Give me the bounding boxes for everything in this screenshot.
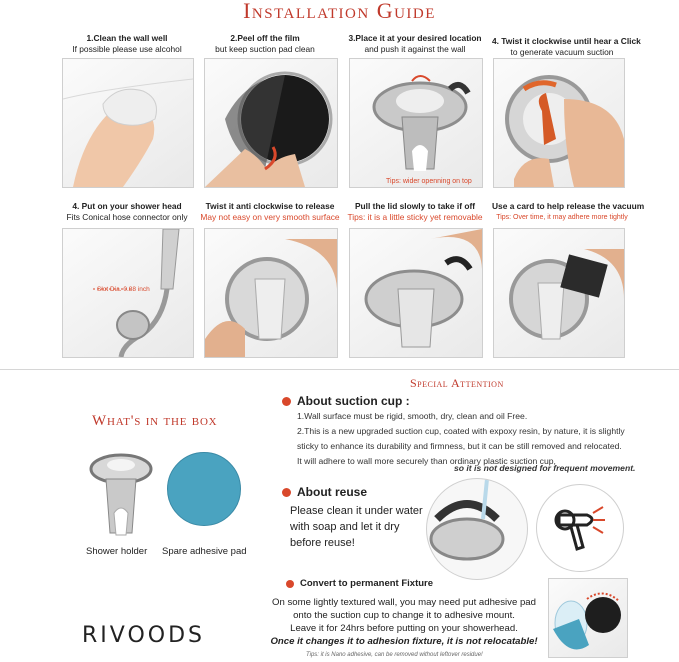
about-reuse-heading	[282, 485, 367, 499]
step-sub: to generate vacuum suction	[510, 47, 614, 57]
step-4-photo	[493, 58, 625, 188]
convert-line: Leave it for 24hrs before putting on your showerhead.	[290, 623, 518, 634]
about-reuse-heading-text: About reuse	[297, 485, 368, 499]
step-heading: 4. Twist it clockwise until hear a Click	[492, 36, 641, 46]
special-attention-title: Special Attention	[410, 376, 504, 390]
step-5-caption	[62, 201, 192, 223]
hair-dryer-icon	[537, 485, 623, 571]
step-6-caption	[200, 201, 340, 223]
step-7-photo	[349, 228, 483, 358]
step-sub: and push it against the wall	[364, 44, 466, 54]
bullet-dot-icon	[282, 488, 291, 497]
about-suction-line: 1.Wall surface must be rigid, smooth, dry, clean and oil Free.	[297, 411, 528, 421]
about-suction-line: It will adhere to wall more securely than ordinary plastic suction cup,	[297, 456, 556, 466]
adhesive-pad-image	[167, 452, 241, 526]
step-sub: Fits Conical hose connector only	[66, 212, 188, 222]
suction-cup-film-icon	[205, 59, 337, 187]
step-heading: 2.Peel off the film	[230, 33, 300, 43]
washing-suction-icon	[427, 479, 527, 579]
bullet-dot-icon	[282, 397, 291, 406]
pull-lid-icon	[350, 229, 482, 357]
hand-cloth-icon	[63, 59, 193, 187]
step-sub: but keep suction pad clean	[215, 44, 315, 54]
about-suction-line: sticky to enhance its durability and firmness, but it can be still removed and relocated.	[297, 441, 622, 451]
convert-line: On some lightly textured wall, you may need put adhesive pad	[272, 597, 536, 608]
about-suction-emphasis: so it is not designed for frequent movement.	[454, 463, 636, 473]
step-1-photo	[62, 58, 194, 188]
brand-logo: RIVOODS	[82, 623, 205, 648]
step-heading: 3.Place it at your desired location	[348, 33, 482, 43]
about-suction-heading	[282, 394, 410, 408]
step-sub: Tips: Over time, it may adhere more tightly	[496, 214, 628, 221]
box-item-shower-holder: Shower holder	[86, 546, 148, 557]
about-suction-text	[297, 409, 625, 469]
convert-emphasis: Once it changes it to adhesion fixture, it is not relocatable!	[270, 636, 538, 647]
about-reuse-line: Please clean it under water	[290, 505, 423, 517]
card-release-icon	[494, 229, 624, 357]
bullet-dot-icon	[286, 580, 294, 588]
step-3-tip: Tips: wider openning on top	[386, 178, 472, 185]
slot-dia-label: Slot Dia. 0.88 inch	[97, 286, 150, 293]
step-2-caption	[200, 33, 330, 55]
step-1-caption	[62, 33, 192, 55]
box-item-adhesive-pad: Spare adhesive pad	[162, 546, 247, 557]
shower-holder-icon	[86, 447, 156, 539]
about-reuse-line: with soap and let it dry	[290, 521, 400, 533]
adhesive-mount-image	[548, 578, 628, 658]
step-heading: 1.Clean the wall well	[86, 33, 168, 43]
about-reuse-line: before reuse!	[290, 537, 355, 549]
twist-clockwise-icon	[494, 59, 624, 187]
step-8-photo	[493, 228, 625, 358]
step-3-caption	[345, 33, 485, 55]
step-3-photo	[349, 58, 483, 188]
step-heading: 4. Put on your shower head	[72, 201, 182, 211]
step-8-caption	[492, 201, 645, 223]
whats-in-box-title: What's in the box	[92, 413, 218, 429]
step-5-photo	[62, 228, 194, 358]
dryer-circle-image	[536, 484, 624, 572]
about-reuse-text	[290, 503, 423, 551]
section-divider	[0, 369, 679, 370]
adhesive-mount-icon	[549, 579, 627, 657]
step-sub: May not easy on very smooth surface	[200, 212, 340, 222]
convert-tip: Tips: it is Nano adhesive, can be removed without leftover residue!	[306, 652, 483, 658]
twist-anticlockwise-icon	[205, 229, 337, 357]
about-suction-heading-text: About suction cup :	[297, 394, 410, 408]
convert-heading-text: Convert to permanent Fixture	[300, 578, 434, 589]
step-sub: If possible please use alcohol	[72, 44, 182, 54]
step-heading: Pull the lid slowly to take if off	[354, 201, 476, 211]
step-sub: Tips: it is a little sticky yet removable	[347, 212, 483, 222]
shower-holder-image	[86, 447, 156, 539]
step-7-caption	[345, 201, 485, 223]
washing-circle-image	[426, 478, 528, 580]
step-2-photo	[204, 58, 338, 188]
about-suction-line: 2.This is a new upgraded suction cup, coated with expoxy resin, by nature, it is slightly	[297, 426, 625, 436]
convert-heading	[286, 578, 433, 589]
convert-text	[266, 596, 542, 648]
convert-line: onto the suction cup to change it to adhesive mount.	[293, 610, 515, 621]
page-title: Installation Guide	[243, 0, 436, 23]
step-4-caption	[492, 36, 641, 58]
step-6-photo	[204, 228, 338, 358]
holder-on-wall-icon	[350, 59, 482, 187]
shower-head-icon	[63, 229, 193, 357]
step-heading: Twist it anti clockwise to release	[205, 201, 335, 211]
step-heading: Use a card to help release the vacuum	[492, 201, 645, 211]
